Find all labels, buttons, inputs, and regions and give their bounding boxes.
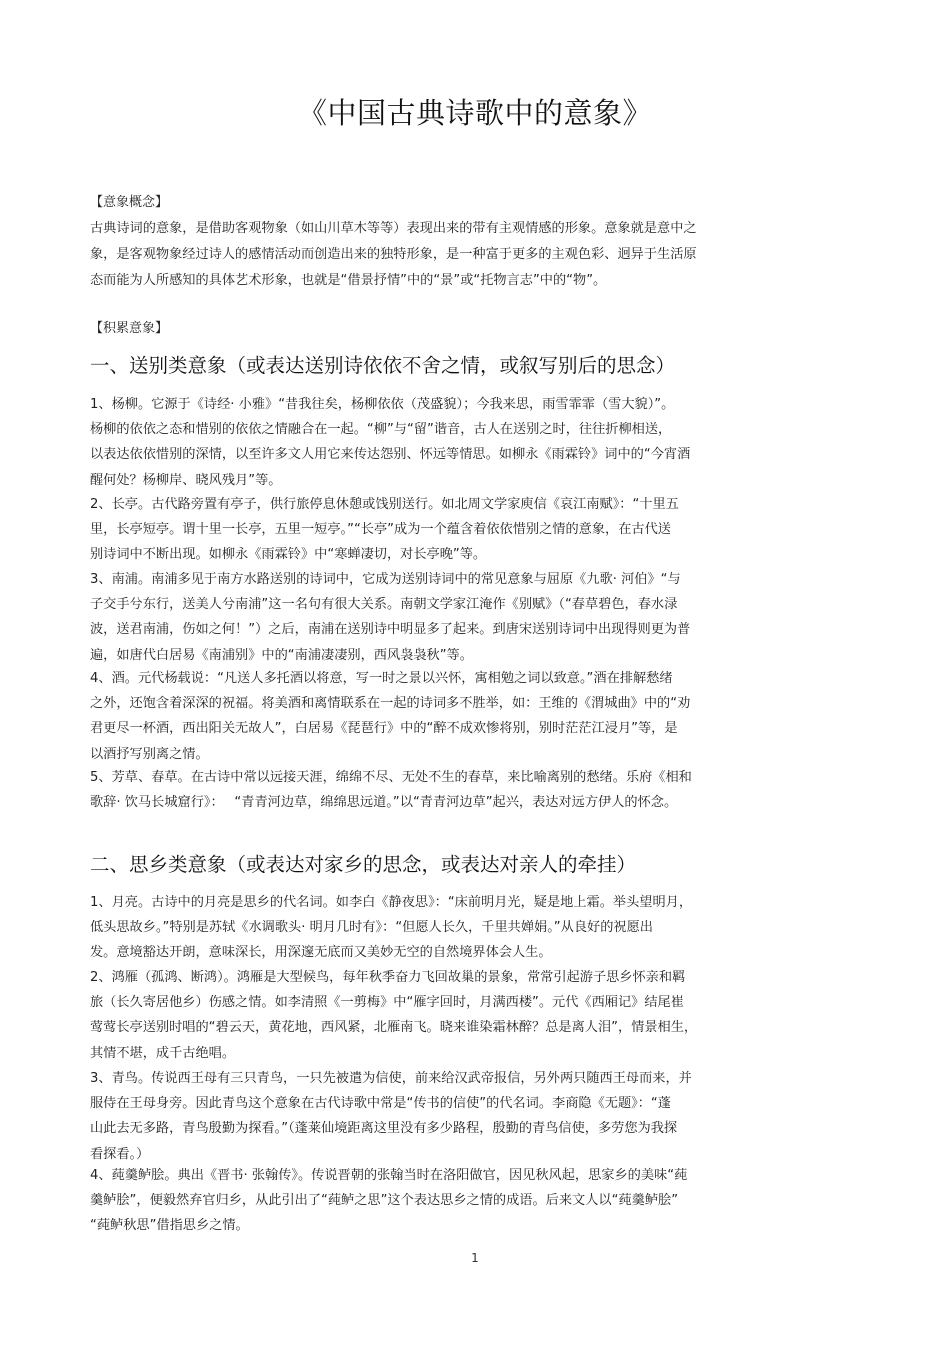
item-line: 4、莼羹鲈脍。典出《晋书· 张翰传》。传说晋朝的张翰当时在洛阳做官，因见秋风起，思家乡的美味“莼 [90, 1168, 688, 1183]
document-title: 《中国古典诗歌中的意象》 [297, 96, 652, 130]
item-line: 3、青鸟。传说西王母有三只青鸟，一只先被遣为信使，前来给汉武帝报信，另外两只随西王母而来，并 [90, 1071, 692, 1086]
item-line: 2、鸿雁（孤鸿、断鸿）。鸿雁是大型候鸟，每年秋季奋力飞回故巢的景象，常常引起游子思乡怀亲和羁 [90, 970, 686, 985]
section1-item-3 [90, 567, 810, 668]
item-line: 莺莺长亭送别时唱的“碧云天，黄花地，西风紧，北雁南飞。晓来谁染霜林醉？总是离人泪”，情景相生， [90, 1020, 698, 1036]
concept-line: 象，是客观物象经过诗人的感情活动而创造出来的独特形象，是一种富于更多的主观色彩、迥异于生活原 [90, 247, 697, 262]
section1-item-2 [90, 492, 810, 568]
section2-item-3 [90, 1066, 810, 1167]
item-line: 遍，如唐代白居易《南浦别》中的“南浦凄凄别，西风袅袅秋”等。 [90, 647, 473, 663]
section2-heading: 二、思乡类意象（或表达对家乡的思念，或表达对亲人的牵挂） [90, 853, 637, 876]
item-line: 服侍在王母身旁。因此青鸟这个意象在古代诗歌中常是“传书的信使”的代名词。李商隐《无题》：“蓬 [90, 1096, 671, 1112]
section1-item-4 [90, 666, 810, 767]
concept-tag: 【意象概念】 [90, 195, 169, 210]
item-line: 1、杨柳。它源于《诗经· 小雅》“昔我往矣，杨柳依依（茂盛貌）；今我来思，雨雪霏霏（雪大貌）”。 [90, 397, 675, 412]
accumulate-tag: 【积累意象】 [90, 321, 169, 336]
section1-item-1 [90, 392, 810, 493]
section1-item-5 [90, 765, 810, 815]
item-line: 5、芳草、春草。在古诗中常以远接天涯，绵绵不尽、无处不生的春草，来比喻离别的愁绪。乐府《相和 [90, 770, 692, 785]
item-line: 3、南浦。南浦多见于南方水路送别的诗词中，它成为送别诗词中的常见意象与屈原《九歌· 河伯》“与 [90, 572, 681, 587]
page-number: 1 [471, 1251, 479, 1265]
item-line: 醒何处？杨柳岸、晓风残月”等。 [90, 472, 282, 488]
item-line: 子交手兮东行，送美人兮南浦”这一名句有很大关系。南朝文学家江淹作《别赋》（“春草碧色，春水渌 [90, 597, 678, 613]
item-line: 之外，还饱含着深深的祝福。将美酒和离情联系在一起的诗词多不胜举，如：王维的《渭城曲》中的“劝 [90, 696, 691, 712]
item-line: 低头思故乡。”特别是苏轼《水调歌头· 明月几时有》：“但愿人长久，千里共婵娟。”从良好的祝愿出 [90, 920, 653, 936]
item-line: 羹鲈脍”，便毅然弃官归乡，从此引出了“莼鲈之思”这个表达思乡之情的成语。后来文人以“莼羹鲈脍” [90, 1193, 679, 1209]
item-line: 4、酒。元代杨载说：“凡送人多托酒以将意，写一时之景以兴怀，寓相勉之词以致意。”酒在排解愁绪 [90, 671, 673, 686]
section2-item-4 [90, 1163, 810, 1239]
section2-item-2 [90, 965, 810, 1066]
item-line: 看探看。） [90, 1146, 150, 1162]
item-line: 杨柳的依依之态和惜别的依依之情融合在一起。“柳”与“留”谐音，古人在送别之时，往往折柳相送， [90, 422, 672, 438]
section2-item-1 [90, 890, 810, 966]
item-line: 以酒抒写别离之情。 [90, 746, 209, 762]
item-line: “莼鲈秋思”借指思乡之情。 [90, 1218, 249, 1234]
item-line: 别诗词中不断出现。如柳永《雨霖铃》中“寒蝉凄切，对长亭晚”等。 [90, 547, 487, 563]
concept-line: 古典诗词的意象，是借助客观物象（如山川草木等等）表现出来的带有主观情感的形象。意象就是意中之 [90, 221, 697, 236]
item-line: 1、月亮。古诗中的月亮是思乡的代名词。如李白《静夜思》：“床前明月光，疑是地上霜。举头望明月， [90, 895, 693, 910]
item-line: 2、长亭。古代路旁置有亭子，供行旅停息休憩或饯别送行。如北周文学家庾信《哀江南赋》：“十里五 [90, 497, 679, 512]
concept-line: 态而能为人所感知的具体艺术形象，也就是“借景抒情”中的“景”或“托物言志”中的“物”。 [90, 273, 607, 288]
item-line: 里，长亭短亭。谓十里一长亭，五里一短亭。”“长亭”成为一个蕴含着依依惜别之情的意象，在古代送 [90, 522, 671, 538]
item-line: 旅（长久寄居他乡）伤感之情。如李清照《一剪梅》中“雁字回时，月满西楼”。元代《西厢记》结尾崔 [90, 995, 684, 1011]
item-line: 以表达依依惜别的深情，以至许多文人用它来传达怨别、怀远等情思。如柳永《雨霖铃》词中的“今宵酒 [90, 447, 691, 463]
section1-heading: 一、送别类意象（或表达送别诗依依不舍之情，或叙写别后的思念） [90, 354, 676, 377]
item-line: 波，送君南浦，伤如之何！”）之后，南浦在送别诗中明显多了起来。到唐宋送别诗词中出现得则更为普 [90, 622, 691, 638]
item-line: 君更尽一杯酒，西出阳关无故人”，白居易《琵琶行》中的“醉不成欢惨将别，别时茫茫江浸月”等，是 [90, 721, 678, 737]
item-line: 发。意境豁达开朗，意味深长，用深邃无底而又美妙无空的自然境界体会人生。 [90, 945, 552, 961]
item-line: 其情不堪，成千古绝唱。 [90, 1045, 236, 1061]
item-line: 歌辞· 饮马长城窟行》： “青青河边草，绵绵思远道。”以“青青河边草”起兴，表达对远方伊人的怀念。 [90, 795, 678, 811]
item-line: 山此去无多路，青鸟殷勤为探看。”（蓬莱仙境距离这里没有多少路程，殷勤的青鸟信使，多劳您为我探 [90, 1121, 678, 1137]
concept-paragraph [90, 216, 790, 294]
